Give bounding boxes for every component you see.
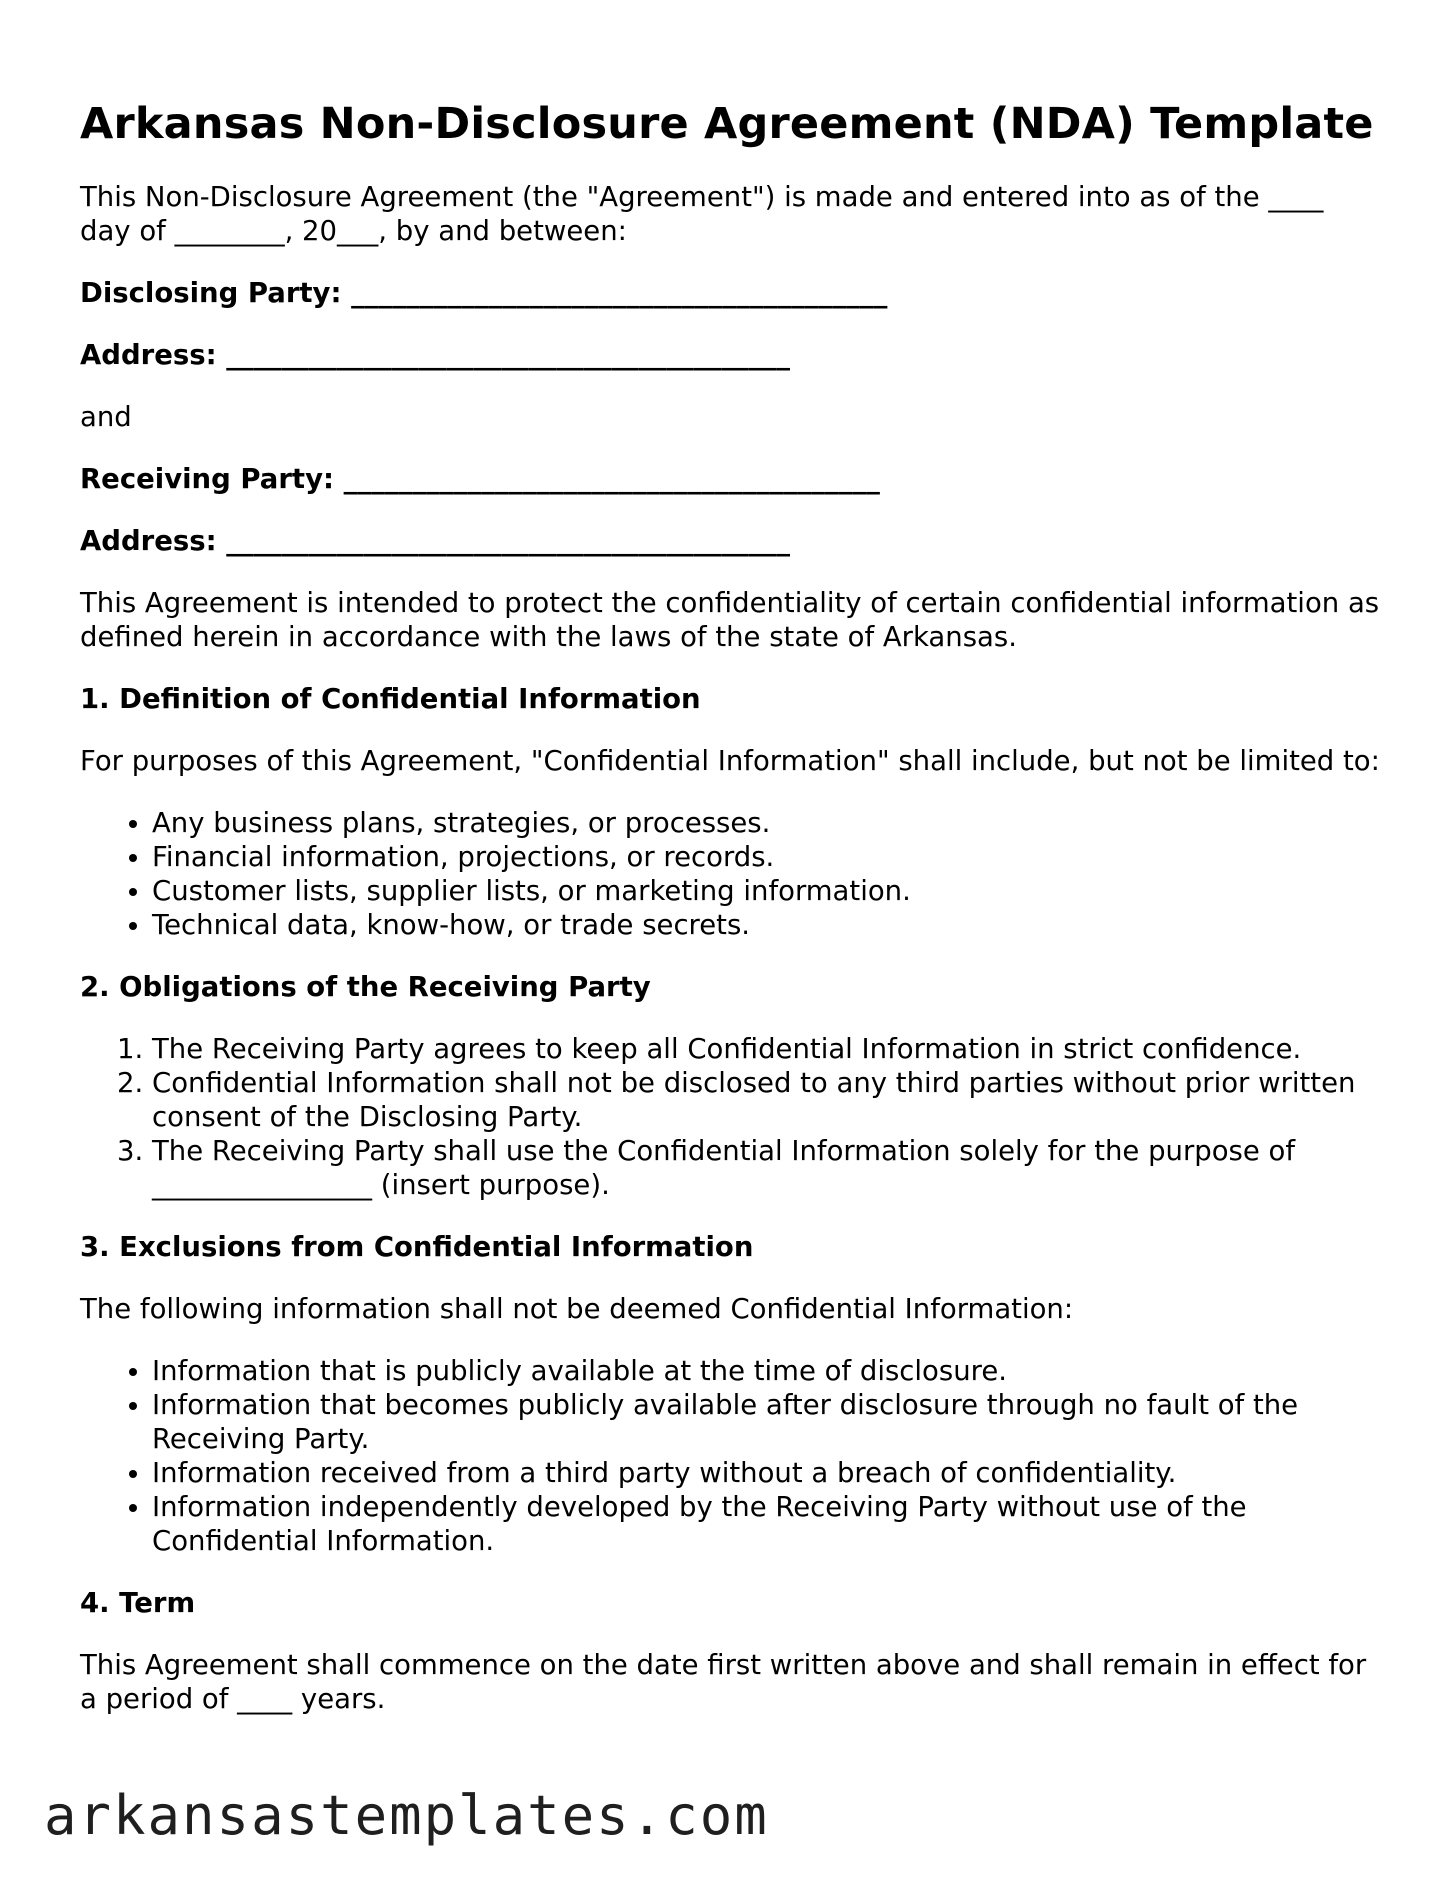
and-text: and: [80, 401, 132, 433]
disclosing-party-blank: _______________________________________: [351, 277, 888, 309]
section-1-list: [80, 806, 1380, 942]
section-3-list: [80, 1354, 1380, 1558]
section-2-list: [80, 1032, 1380, 1202]
disclosing-address-blank: _________________________________________: [226, 339, 790, 371]
list-item: 1. The Receiving Party agrees to keep all Confidential Information in strict confidence.: [152, 1032, 1380, 1066]
document-title: Arkansas Non-Disclosure Agreement (NDA) Template: [80, 99, 1374, 149]
section-3-intro: The following information shall not be deemed Confidential Information:: [80, 1293, 1074, 1325]
section-4-body: This Agreement shall commence on the date first written above and shall remain in effect for a period of ____ years.: [80, 1649, 1367, 1715]
receiving-address-blank: _________________________________________: [226, 525, 790, 557]
purpose-statement: This Agreement is intended to protect the confidentiality of certain confidential information as defined herein in accordance with the laws of the state of Arkansas.: [80, 587, 1380, 653]
receiving-party-field: [80, 462, 1380, 496]
list-item: • Information received from a third party without a breach of confidentiality.: [152, 1456, 1380, 1490]
list-item: • Information that becomes publicly available after disclosure through no fault of the Receiving Party.: [152, 1388, 1380, 1456]
intro-paragraph: This Non-Disclosure Agreement (the "Agreement") is made and entered into as of the ____ day of ________, 20___, by and between:: [80, 181, 1324, 247]
list-item: • Financial information, projections, or records.: [152, 840, 1380, 874]
receiving-address-label: Address:: [80, 525, 217, 557]
list-item: • Any business plans, strategies, or processes.: [152, 806, 1380, 840]
section-4-heading: 4. Term: [80, 1587, 196, 1619]
disclosing-party-label: Disclosing Party:: [80, 277, 342, 309]
list-item: 2. Confidential Information shall not be disclosed to any third parties without prior written consent of the Disclosing Party.: [152, 1066, 1380, 1134]
receiving-address-field: [80, 524, 1380, 558]
list-item: • Technical data, know-how, or trade secrets.: [152, 908, 1380, 942]
section-3-heading: 3. Exclusions from Confidential Information: [80, 1231, 754, 1263]
section-2-heading: 2. Obligations of the Receiving Party: [80, 971, 651, 1003]
section-1-intro: For purposes of this Agreement, "Confidential Information" shall include, but not be limited to:: [80, 745, 1380, 777]
site-watermark: arkansastemplates.com: [44, 1784, 769, 1847]
document-page: [80, 96, 1380, 1744]
receiving-party-label: Receiving Party:: [80, 463, 334, 495]
disclosing-address-field: [80, 338, 1380, 372]
list-item: • Information independently developed by the Receiving Party without use of the Confidential Information.: [152, 1490, 1380, 1558]
section-1-heading: 1. Definition of Confidential Information: [80, 683, 701, 715]
list-item: 3. The Receiving Party shall use the Confidential Information solely for the purpose of ________________ (insert purpose).: [152, 1134, 1380, 1202]
disclosing-address-label: Address:: [80, 339, 217, 371]
receiving-party-blank: _______________________________________: [343, 463, 880, 495]
disclosing-party-field: [80, 276, 1380, 310]
list-item: • Information that is publicly available at the time of disclosure.: [152, 1354, 1380, 1388]
list-item: • Customer lists, supplier lists, or marketing information.: [152, 874, 1380, 908]
